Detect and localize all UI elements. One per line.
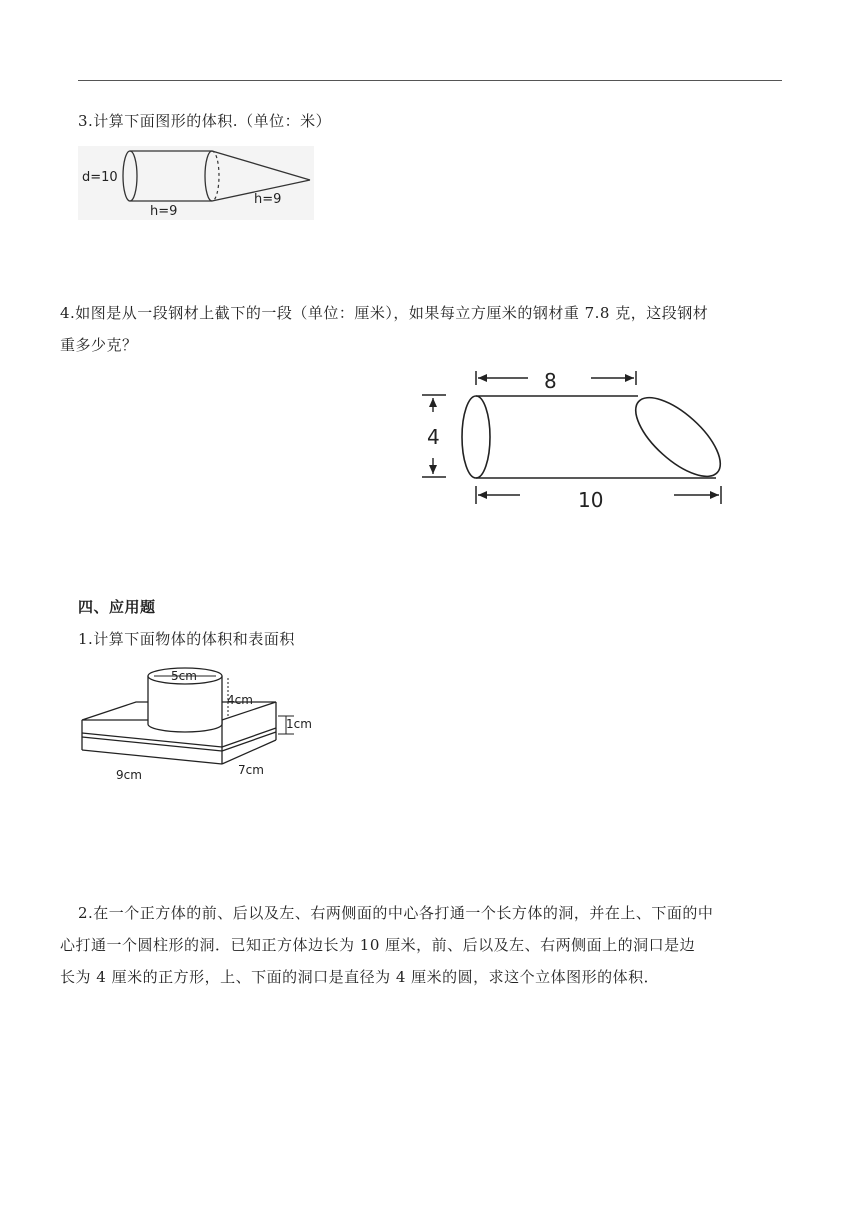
header-rule [78, 80, 782, 81]
question-3: 3.计算下面图形的体积.（单位：米） [78, 112, 332, 130]
figure-cylinder-cone [78, 146, 314, 220]
question-4-line-2: 重多少克？ [60, 336, 138, 354]
figure-slanted-steel [416, 364, 736, 518]
diameter-label: 4 [427, 425, 440, 449]
bottom-length-label: 10 [578, 488, 604, 512]
slab-width-label: 7cm [238, 763, 264, 777]
application-question-2-line-2: 心打通一个圆柱形的洞．已知正方体边长为 10 厘米，前、后以及左、右两侧面上的洞口是边 [60, 936, 696, 954]
application-question-2-line-3: 长为 4 厘米的正方形，上、下面的洞口是直径为 4 厘米的圆，求这个立体图形的体积． [60, 968, 660, 986]
section-4-heading: 四、应用题 [78, 598, 156, 616]
cylinder-height-label: h=9 [150, 204, 178, 219]
diameter-label: d=10 [82, 170, 118, 185]
application-question-1: 1.计算下面物体的体积和表面积 [78, 630, 295, 648]
question-4-line-1: 4.如图是从一段钢材上截下的一段（单位：厘米），如果每立方厘米的钢材重 7.8 克，这段钢材 [60, 304, 709, 322]
top-length-label: 8 [544, 369, 557, 393]
cone-height-label: h=9 [254, 192, 282, 207]
application-question-2-line-1: 2.在一个正方体的前、后以及左、右两侧面的中心各打通一个长方体的洞，并在上、下面的中 [78, 904, 714, 922]
slab-thickness-label: 1cm [286, 717, 312, 731]
cylinder-diameter-label: 5cm [171, 669, 197, 683]
slab-length-label: 9cm [116, 768, 142, 782]
cylinder-height-label: 4cm [227, 693, 253, 707]
figure-cylinder-on-slab [76, 660, 316, 788]
